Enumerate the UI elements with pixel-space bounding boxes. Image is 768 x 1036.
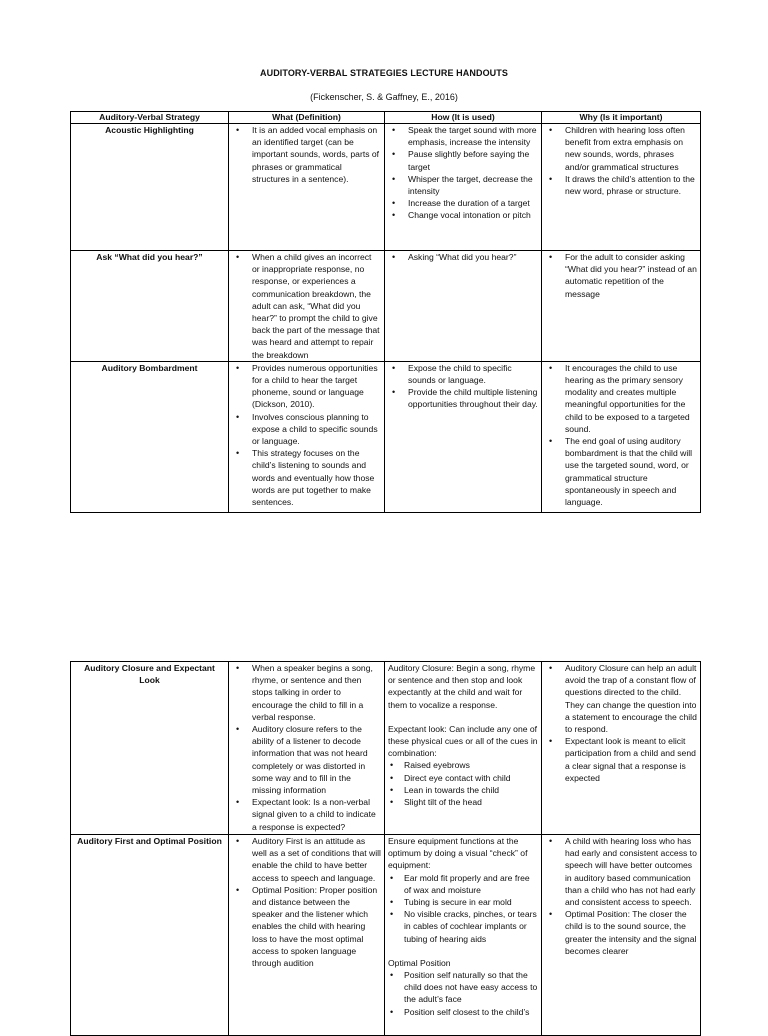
list-item: • It encourages the child to use hearing as the primary sensory modality and creates multiple meaningful opportunities for the child to be exposed to a targeted sound. xyxy=(565,362,697,435)
why-cell xyxy=(542,361,701,512)
strategy-name: Auditory First and Optimal Position xyxy=(71,835,229,1036)
list-item: • When a child gives an incorrect or inappropriate response, no response, or experiences a communication breakdown, the adult can ask, “What did you hear?” to prompt the child to give back the part of the message that was heard and attempt to repair the breakdown xyxy=(252,251,381,361)
list-item: • Position self naturally so that the child does not have easy access to the adult’s face xyxy=(404,969,538,1006)
header-what: What (Definition) xyxy=(229,112,385,124)
list-item: • It is an added vocal emphasis on an identified target (can be important sounds, words, parts of phrases or grammatical structures in a sentence). xyxy=(252,124,381,185)
list-item: • Position self closest to the child’s xyxy=(404,1006,538,1018)
what-cell xyxy=(229,251,385,362)
list-item: • Increase the duration of a target xyxy=(408,197,538,209)
how-cell xyxy=(385,361,542,512)
list-item: • Provide the child multiple listening opportunities throughout their day. xyxy=(408,386,538,410)
list-item: • Direct eye contact with child xyxy=(404,772,538,784)
header-why: Why (Is it important) xyxy=(542,112,701,124)
what-cell xyxy=(229,835,385,1036)
list-item: • Tubing is secure in ear mold xyxy=(404,896,538,908)
what-cell xyxy=(229,662,385,835)
list-item: • The end goal of using auditory bombardment is that the child will use the targeted sound, word, or grammatical structure spontaneously in speech and language. xyxy=(565,435,697,508)
how-intro: Ensure equipment functions at the optimum by doing a visual “check” of equipment: xyxy=(388,836,528,871)
list-item: • Involves conscious planning to expose a child to specific sounds or language. xyxy=(252,411,381,448)
how-cell xyxy=(385,662,542,835)
list-item: • This strategy focuses on the child’s listening to sounds and words and eventually how those words are put together to make sentences. xyxy=(252,447,381,508)
list-item: • Auditory Closure can help an adult avoid the trap of a constant flow of questions directed to the child. They can change the question into a statement to encourage the child to respond. xyxy=(565,662,697,735)
list-item: • A child with hearing loss who has had early and consistent access to speech will have better outcomes in auditory based communication than a child who has not had early and consistent access to speech. xyxy=(565,835,697,908)
strategy-name: Acoustic Highlighting xyxy=(71,124,229,251)
list-item: • Expectant look: Is a non-verbal signal given to a child to indicate a response is expected? xyxy=(252,796,381,833)
list-item: • Expectant look is meant to elicit participation from a child and send a clear signal that a response is expected xyxy=(565,735,697,784)
table-row xyxy=(71,124,701,251)
list-item: • Slight tilt of the head xyxy=(404,796,538,808)
table-row xyxy=(71,835,701,1036)
list-item: • Auditory closure refers to the ability of a listener to decode information that was not heard completely or was distorted in some way and to fill in the missing information xyxy=(252,723,381,796)
strategy-name: Ask “What did you hear?” xyxy=(71,251,229,362)
why-cell xyxy=(542,662,701,835)
list-item: • Asking “What did you hear?” xyxy=(408,251,538,263)
list-item: • Lean in towards the child xyxy=(404,784,538,796)
list-item: • Auditory First is an attitude as well as a set of conditions that will enable the child to have better access to speech and language. xyxy=(252,835,381,884)
list-item: • Whisper the target, decrease the intensity xyxy=(408,173,538,197)
table-row xyxy=(71,361,701,512)
why-cell xyxy=(542,124,701,251)
how-intro-2: Optimal Position xyxy=(388,957,451,968)
strategies-table-page-2 xyxy=(70,661,701,1036)
header-how: How (It is used) xyxy=(385,112,542,124)
how-cell xyxy=(385,251,542,362)
how-intro-2: Expectant look: Can include any one of these physical cues or all of the cues in combination: xyxy=(388,723,538,759)
list-item: • Provides numerous opportunities for a child to hear the target phoneme, sound or language (Dickson, 2010). xyxy=(252,362,381,411)
list-item: • Optimal Position: The closer the child is to the sound source, the greater the intensity and the signal becomes clearer xyxy=(565,908,697,957)
header-strategy: Auditory-Verbal Strategy xyxy=(71,112,229,124)
list-item: • Children with hearing loss often benefit from extra emphasis on new sounds, words, phrases and/or grammatical structures xyxy=(565,124,697,173)
document-citation: (Fickenscher, S. & Gaffney, E., 2016) xyxy=(310,92,458,102)
document-title: AUDITORY-VERBAL STRATEGIES LECTURE HANDOUTS xyxy=(260,68,508,78)
strategies-table-page-1 xyxy=(70,111,701,513)
list-item: • Pause slightly before saying the target xyxy=(408,148,538,172)
how-cell xyxy=(385,835,542,1036)
table-row xyxy=(71,662,701,835)
why-cell xyxy=(542,835,701,1036)
list-item: • For the adult to consider asking “What did you hear?” instead of an automatic repetition of the message xyxy=(565,251,697,300)
list-item: • Speak the target sound with more emphasis, increase the intensity xyxy=(408,124,538,148)
list-item: • Change vocal intonation or pitch xyxy=(408,209,538,221)
strategy-name: Auditory Bombardment xyxy=(71,361,229,512)
why-cell xyxy=(542,251,701,362)
list-item: • When a speaker begins a song, rhyme, or sentence and then stops talking in order to encourage the child to fill in a verbal response. xyxy=(252,662,381,723)
table-row xyxy=(71,251,701,362)
how-cell xyxy=(385,124,542,251)
table-header-row xyxy=(71,112,701,124)
list-item: • Optimal Position: Proper position and distance between the speaker and the listener which enables the child with hearing loss to have the most optimal access to spoken language through audition xyxy=(252,884,381,969)
strategy-name: Auditory Closure and Expectant Look xyxy=(71,662,229,835)
what-cell xyxy=(229,124,385,251)
how-intro: Auditory Closure: Begin a song, rhyme or sentence and then stop and look expectantly at the child and wait for them to vocalize a response. xyxy=(388,663,536,710)
what-cell xyxy=(229,361,385,512)
list-item: • Raised eyebrows xyxy=(404,759,538,771)
list-item: • No visible cracks, pinches, or tears in cables of cochlear implants or tubing of hearing aids xyxy=(404,908,538,945)
list-item: • It draws the child’s attention to the new word, phrase or structure. xyxy=(565,173,697,197)
list-item: • Expose the child to specific sounds or language. xyxy=(408,362,538,386)
list-item: • Ear mold fit properly and are free of wax and moisture xyxy=(404,872,538,896)
